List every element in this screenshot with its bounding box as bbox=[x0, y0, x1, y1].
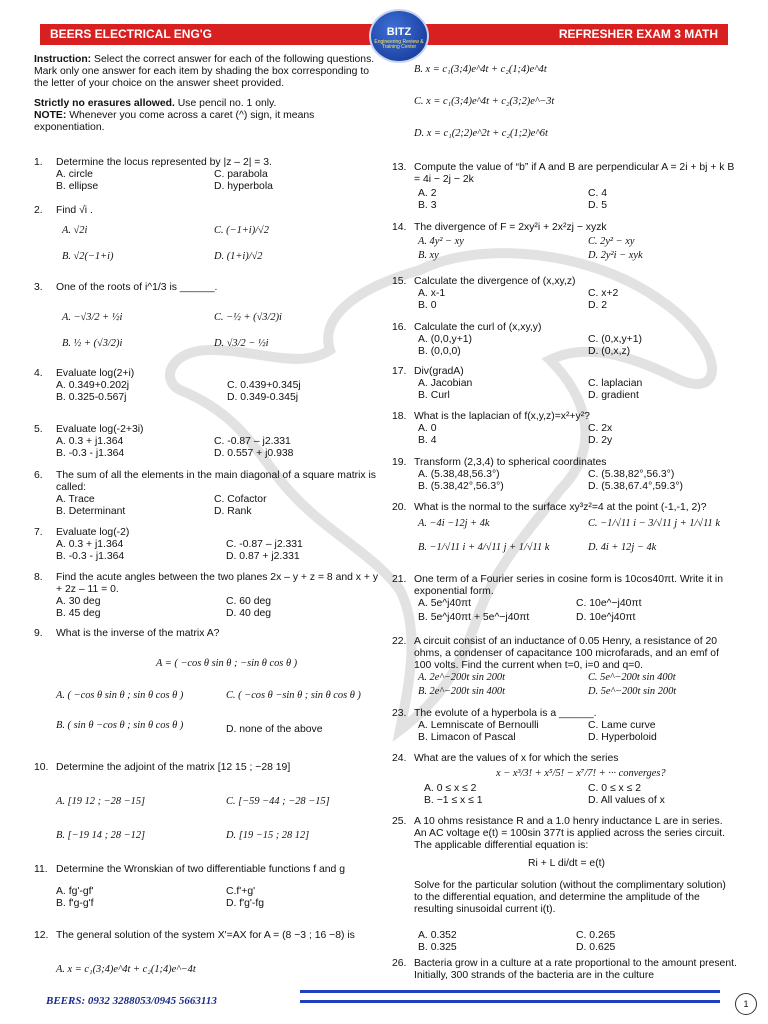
question-number: 4. bbox=[34, 368, 43, 379]
question-16 bbox=[392, 322, 737, 362]
option-c[interactable]: C. 2x bbox=[588, 423, 613, 434]
footer-line-top bbox=[300, 990, 720, 993]
option-c[interactable]: C. 0 ≤ x ≤ 2 bbox=[588, 783, 641, 794]
question-text: What are the values of x for which the series bbox=[414, 753, 619, 764]
option-b[interactable]: B. -0.3 - j1.364 bbox=[56, 448, 125, 459]
option-d[interactable]: D. (0,x,z) bbox=[588, 346, 631, 357]
question-text: What is the inverse of the matrix A? bbox=[56, 628, 220, 639]
option-b[interactable]: B. 0.325-0.567j bbox=[56, 392, 127, 403]
question-3 bbox=[34, 282, 380, 362]
strict-label: Strictly no erasures allowed. bbox=[34, 98, 175, 109]
option-c[interactable]: C. 5e^−200t sin 400t bbox=[588, 672, 676, 683]
option-b[interactable]: B. 3 bbox=[418, 200, 437, 211]
option-a[interactable]: A. Trace bbox=[56, 494, 95, 505]
question-text: The divergence of F = 2xy²i + 2x²zj − xyzk bbox=[414, 222, 607, 233]
option-a[interactable]: A. x-1 bbox=[418, 288, 446, 299]
question-text: Div(gradA) bbox=[414, 366, 464, 377]
question-19 bbox=[392, 457, 737, 497]
question-number: 25. bbox=[392, 816, 407, 827]
instructions-block bbox=[34, 54, 380, 134]
option-d[interactable]: D. gradient bbox=[588, 390, 639, 401]
matrix-a: A = ( −cos θ sin θ ; −sin θ cos θ ) bbox=[156, 658, 298, 669]
option-b[interactable]: B. 0.325 bbox=[418, 942, 457, 953]
option-a[interactable]: A. 0 ≤ x ≤ 2 bbox=[424, 783, 477, 794]
question-text: Evaluate log(2+i) bbox=[56, 368, 135, 379]
question-text: Calculate the divergence of (x,xy,z) bbox=[414, 276, 576, 287]
option-a[interactable]: A. 0.349+0.202j bbox=[56, 380, 130, 391]
option-a[interactable]: A. −4i −12j + 4k bbox=[418, 518, 490, 529]
question-number: 26. bbox=[392, 958, 407, 969]
option-a[interactable]: A. 4y² − xy bbox=[418, 236, 464, 247]
option-d[interactable]: D. 2y bbox=[588, 435, 613, 446]
question-number: 13. bbox=[392, 162, 407, 173]
question-number: 3. bbox=[34, 282, 43, 293]
question-23 bbox=[392, 708, 737, 748]
question-5 bbox=[34, 424, 380, 464]
option-d[interactable]: D. none of the above bbox=[226, 724, 323, 735]
option-d[interactable]: D. 40 deg bbox=[226, 608, 272, 619]
option-b[interactable]: B. ( sin θ −cos θ ; sin θ cos θ ) bbox=[56, 720, 184, 731]
question-24 bbox=[392, 753, 737, 809]
option-c[interactable]: C. laplacian bbox=[588, 378, 643, 389]
footer-contact: BEERS: 0932 3288053/0945 5663113 bbox=[46, 995, 217, 1007]
option-c[interactable]: C. ( −cos θ −sin θ ; sin θ cos θ ) bbox=[226, 690, 361, 701]
question-number: 18. bbox=[392, 411, 407, 422]
option-c[interactable]: C. (−1+i)/√2 bbox=[214, 225, 269, 236]
option-d[interactable]: D. f'g'-fg bbox=[226, 898, 265, 909]
option-a[interactable]: A. √2i bbox=[62, 225, 88, 236]
question-number: 12. bbox=[34, 930, 49, 941]
question-number: 9. bbox=[34, 628, 43, 639]
option-d[interactable]: D. 0.625 bbox=[576, 942, 616, 953]
instruction-text: Select the correct answer for each of the following questions. Mark only one answer for each item by shading the box corresponding to the letter of your choice on the answer sheet provided. bbox=[34, 54, 375, 89]
question-text: Compute the value of “b” if A and B are perpendicular A = 2i + bj + k B = 4i − 2j − 2k bbox=[414, 162, 735, 185]
option-c[interactable]: C. (0,x,y+1) bbox=[588, 334, 642, 345]
question-number: 16. bbox=[392, 322, 407, 333]
question-number: 21. bbox=[392, 574, 407, 585]
question-9 bbox=[34, 628, 380, 748]
question-text: Evaluate log(-2+3i) bbox=[56, 424, 144, 435]
question-text: A 10 ohms resistance R and a 1.0 henry inductance L are in series. An AC voltage e(t) = 100sin 377t is applied across the series circuit. The applicable differential equation is: bbox=[414, 816, 726, 851]
option-c[interactable]: C. −½ + (√3/2)i bbox=[214, 312, 282, 323]
option-a[interactable]: A. [19 12 ; −28 −15] bbox=[56, 796, 146, 807]
option-d[interactable]: D. hyperbola bbox=[214, 181, 273, 192]
option-c[interactable]: C. x = c₁(3;4)e^4t + c₂(3;2)e^−3t bbox=[414, 96, 555, 107]
question-17 bbox=[392, 366, 737, 406]
option-c[interactable]: C. [−59 −44 ; −28 −15] bbox=[226, 796, 330, 807]
question-20 bbox=[392, 502, 737, 572]
option-a[interactable]: A. 0 bbox=[418, 423, 437, 434]
question-text: Determine the Wronskian of two differentiable functions f and g bbox=[56, 864, 345, 875]
option-c[interactable]: C. 60 deg bbox=[226, 596, 272, 607]
option-b[interactable]: B. ellipse bbox=[56, 181, 99, 192]
question-26 bbox=[392, 958, 737, 986]
option-d[interactable]: D. x = c₁(2;2)e^2t + c₂(1;2)e^6t bbox=[414, 128, 548, 139]
option-c[interactable]: C. (5.38,82°,56.3°) bbox=[588, 469, 675, 480]
option-c[interactable]: C. 4 bbox=[588, 188, 608, 199]
question-number: 10. bbox=[34, 762, 49, 773]
header-right-title: REFRESHER EXAM 3 MATH bbox=[558, 27, 718, 41]
question-25 bbox=[392, 816, 737, 956]
option-a[interactable]: A. 2e^−200t sin 200t bbox=[418, 672, 506, 683]
option-c[interactable]: C. 0.439+0.345j bbox=[227, 380, 301, 391]
option-b[interactable]: B. ½ + (√3/2)i bbox=[62, 338, 123, 349]
question-number: 22. bbox=[392, 636, 407, 647]
question-number: 20. bbox=[392, 502, 407, 513]
option-c[interactable]: C. x+2 bbox=[588, 288, 619, 299]
question-number: 6. bbox=[34, 470, 43, 481]
option-c[interactable]: C. 2y² − xy bbox=[588, 236, 635, 247]
logo-text: BITZ bbox=[386, 26, 412, 38]
option-b[interactable]: B. x = c₁(3;4)e^4t + c₂(1;4)e^4t bbox=[414, 64, 547, 75]
question-number: 2. bbox=[34, 205, 43, 216]
option-d[interactable]: D. 0.557 + j0.938 bbox=[214, 448, 294, 459]
question-text: Bacteria grow in a culture at a rate proportional to the amount present. Initially, 300 strands of the bacteria are in the culture bbox=[414, 958, 737, 981]
note-text: Whenever you come across a caret (^) sign, it means exponentiation. bbox=[34, 110, 315, 133]
question-number: 23. bbox=[392, 708, 407, 719]
question-text: One of the roots of i^1/3 is ______. bbox=[56, 282, 218, 293]
option-d[interactable]: D. 0.87 + j2.331 bbox=[226, 551, 300, 562]
question-12 bbox=[34, 930, 380, 990]
option-d[interactable]: D. 0.349-0.345j bbox=[227, 392, 299, 403]
question-text: Calculate the curl of (x,xy,y) bbox=[414, 322, 542, 333]
question-text: Determine the adjoint of the matrix [12 15 ; −28 19] bbox=[56, 762, 291, 773]
option-b[interactable]: B. −1 ≤ x ≤ 1 bbox=[424, 795, 483, 806]
series-expression: x − x³/3! + x⁵/5! − x⁷/7! + ··· converges? bbox=[496, 768, 666, 779]
differential-equation: Ri + L di/dt = e(t) bbox=[528, 858, 606, 869]
question-number: 17. bbox=[392, 366, 407, 377]
question-number: 5. bbox=[34, 424, 43, 435]
option-a[interactable]: A. Lemniscate of Bernoulli bbox=[418, 720, 539, 731]
question-text: Find the acute angles between the two planes 2x – y + z = 8 and x + y + 2z – 11 = 0. bbox=[56, 572, 379, 595]
option-a[interactable]: A. −√3/2 + ½i bbox=[62, 312, 123, 323]
option-b[interactable]: B. 4 bbox=[418, 435, 437, 446]
question-13 bbox=[392, 162, 737, 212]
option-b[interactable]: B. f'g-g'f bbox=[56, 898, 94, 909]
question-text: Determine the locus represented by |z – 2| = 3. bbox=[56, 157, 272, 168]
option-c[interactable]: C. -0.87 – j2.331 bbox=[214, 436, 291, 447]
option-b[interactable]: B. 0 bbox=[418, 300, 437, 311]
option-b[interactable]: B. (0,0,0) bbox=[418, 346, 461, 357]
option-b[interactable]: B. 5e^j40πt + 5e^−j40πt bbox=[418, 612, 530, 623]
option-c[interactable]: C. Cofactor bbox=[214, 494, 267, 505]
option-c[interactable]: C. parabola bbox=[214, 169, 268, 180]
page-number: 1 bbox=[735, 993, 757, 1015]
question-21 bbox=[392, 574, 737, 628]
option-d[interactable]: D. All values of x bbox=[588, 795, 665, 806]
option-b[interactable]: B. 2e^−200t sin 400t bbox=[418, 686, 506, 697]
question-text: What is the laplacian of f(x,y,z)=x²+y²? bbox=[414, 411, 590, 422]
option-b[interactable]: B. Limacon of Pascal bbox=[418, 732, 516, 743]
option-b[interactable]: B. −1/√11 i + 4/√11 j + 1/√11 k bbox=[418, 542, 550, 553]
option-b[interactable]: B. xy bbox=[418, 250, 439, 261]
option-b[interactable]: B. (5.38,42°,56.3°) bbox=[418, 481, 504, 492]
question-18 bbox=[392, 411, 737, 451]
option-a[interactable]: A. 0.3 + j1.364 bbox=[56, 436, 124, 447]
question-text: Find √i . bbox=[56, 205, 93, 216]
question-14 bbox=[392, 222, 737, 266]
question-text: One term of a Fourier series in cosine form is 10cos40πt. Write it in exponential form. bbox=[414, 574, 723, 597]
question-22 bbox=[392, 636, 737, 706]
question-text: A circuit consist of an inductance of 0.05 Henry, a resistance of 20 ohms, a condenser of capacitance 100 microfarads, and an emf of 100 volts. Find the current when t=0, i=0 and q=0. bbox=[414, 636, 719, 671]
option-a[interactable]: A. x = c₁(3;4)e^4t + c₂(1;4)e^−4t bbox=[56, 964, 196, 975]
option-a[interactable]: A. (5.38,48,56.3°) bbox=[418, 469, 500, 480]
option-d[interactable]: D. Rank bbox=[214, 506, 252, 517]
logo-subtext: Engineering Review & Training Center bbox=[374, 39, 424, 50]
option-a[interactable]: A. 0.352 bbox=[418, 930, 457, 941]
option-d[interactable]: D. Hyperboloid bbox=[588, 732, 657, 743]
option-a[interactable]: A. 5e^j40πt bbox=[418, 598, 472, 609]
question-text: What is the normal to the surface xy³z²=4 at the point (-1,-1, 2)? bbox=[414, 502, 707, 513]
option-a[interactable]: A. Jacobian bbox=[418, 378, 473, 389]
question-text: The sum of all the elements in the main diagonal of a square matrix is called: bbox=[56, 470, 376, 493]
question-text: The evolute of a hyperbola is a ______. bbox=[414, 708, 597, 719]
question-text-continued: Solve for the particular solution (without the complimentary solution) to the differential equation, and determine the amplitude of the resulting sinusoidal current i(t). bbox=[414, 880, 726, 915]
question-2 bbox=[34, 205, 380, 275]
option-d[interactable]: D. 5e^−200t sin 200t bbox=[588, 686, 677, 697]
option-b[interactable]: B. √2(−1+i) bbox=[62, 251, 114, 262]
question-number: 24. bbox=[392, 753, 407, 764]
option-a[interactable]: A. (0,0,y+1) bbox=[418, 334, 472, 345]
question-11 bbox=[34, 864, 380, 914]
option-c[interactable]: C.f'+g' bbox=[226, 886, 256, 897]
option-a[interactable]: A. fg'-gf' bbox=[56, 886, 94, 897]
option-b[interactable]: B. -0.3 - j1.364 bbox=[56, 551, 125, 562]
option-d[interactable]: D. 4i + 12j − 4k bbox=[588, 542, 657, 553]
option-c[interactable]: C. 10e^−j40πt bbox=[576, 598, 642, 609]
question-text: Transform (2,3,4) to spherical coordinates bbox=[414, 457, 607, 468]
option-c[interactable]: C. Lame curve bbox=[588, 720, 656, 731]
question-6 bbox=[34, 470, 380, 520]
question-12-continued bbox=[392, 64, 737, 154]
question-number: 14. bbox=[392, 222, 407, 233]
header-left-title: BEERS ELECTRICAL ENG'G bbox=[50, 27, 212, 41]
option-a[interactable]: A. 30 deg bbox=[56, 596, 101, 607]
question-number: 8. bbox=[34, 572, 43, 583]
question-15 bbox=[392, 276, 737, 316]
option-b[interactable]: B. Determinant bbox=[56, 506, 126, 517]
option-c[interactable]: C. 0.265 bbox=[576, 930, 616, 941]
option-d[interactable]: D. 2y²i − xyk bbox=[588, 250, 643, 261]
option-b[interactable]: B. Curl bbox=[418, 390, 450, 401]
question-number: 19. bbox=[392, 457, 407, 468]
question-4 bbox=[34, 368, 380, 408]
question-number: 1. bbox=[34, 157, 43, 168]
note-label: NOTE: bbox=[34, 110, 67, 121]
footer-line-bottom bbox=[300, 1000, 720, 1003]
option-d[interactable]: D. 10e^j40πt bbox=[576, 612, 636, 623]
option-d[interactable]: D. (5.38,67.4°,59.3°) bbox=[588, 481, 683, 492]
option-d[interactable]: D. 5 bbox=[588, 200, 608, 211]
question-text: Evaluate log(-2) bbox=[56, 527, 130, 538]
option-d[interactable]: D. (1+i)/√2 bbox=[214, 251, 263, 262]
question-text: The general solution of the system X'=AX for A = (8 −3 ; 16 −8) is bbox=[56, 930, 355, 941]
instruction-label: Instruction: bbox=[34, 54, 92, 65]
question-number: 15. bbox=[392, 276, 407, 287]
question-10 bbox=[34, 762, 380, 852]
option-d[interactable]: D. [19 −15 ; 28 12] bbox=[226, 830, 310, 841]
strict-text: Use pencil no. 1 only. bbox=[177, 98, 277, 109]
option-c[interactable]: C. -0.87 – j2.331 bbox=[226, 539, 303, 550]
question-7 bbox=[34, 527, 380, 567]
question-number: 7. bbox=[34, 527, 43, 538]
option-c[interactable]: C. −1/√11 i − 3/√11 j + 1/√11 k bbox=[588, 518, 720, 529]
option-a[interactable]: A. circle bbox=[56, 169, 93, 180]
option-b[interactable]: B. 45 deg bbox=[56, 608, 101, 619]
question-1 bbox=[34, 157, 380, 197]
option-d[interactable]: D. 2 bbox=[588, 300, 608, 311]
question-number: 11. bbox=[34, 864, 48, 875]
option-a[interactable]: A. ( −cos θ sin θ ; sin θ cos θ ) bbox=[56, 690, 184, 701]
option-a[interactable]: A. 2 bbox=[418, 188, 437, 199]
option-a[interactable]: A. 0.3 + j1.364 bbox=[56, 539, 124, 550]
option-d[interactable]: D. √3/2 − ½i bbox=[214, 338, 269, 349]
option-b[interactable]: B. [−19 14 ; 28 −12] bbox=[56, 830, 146, 841]
question-8 bbox=[34, 572, 380, 622]
